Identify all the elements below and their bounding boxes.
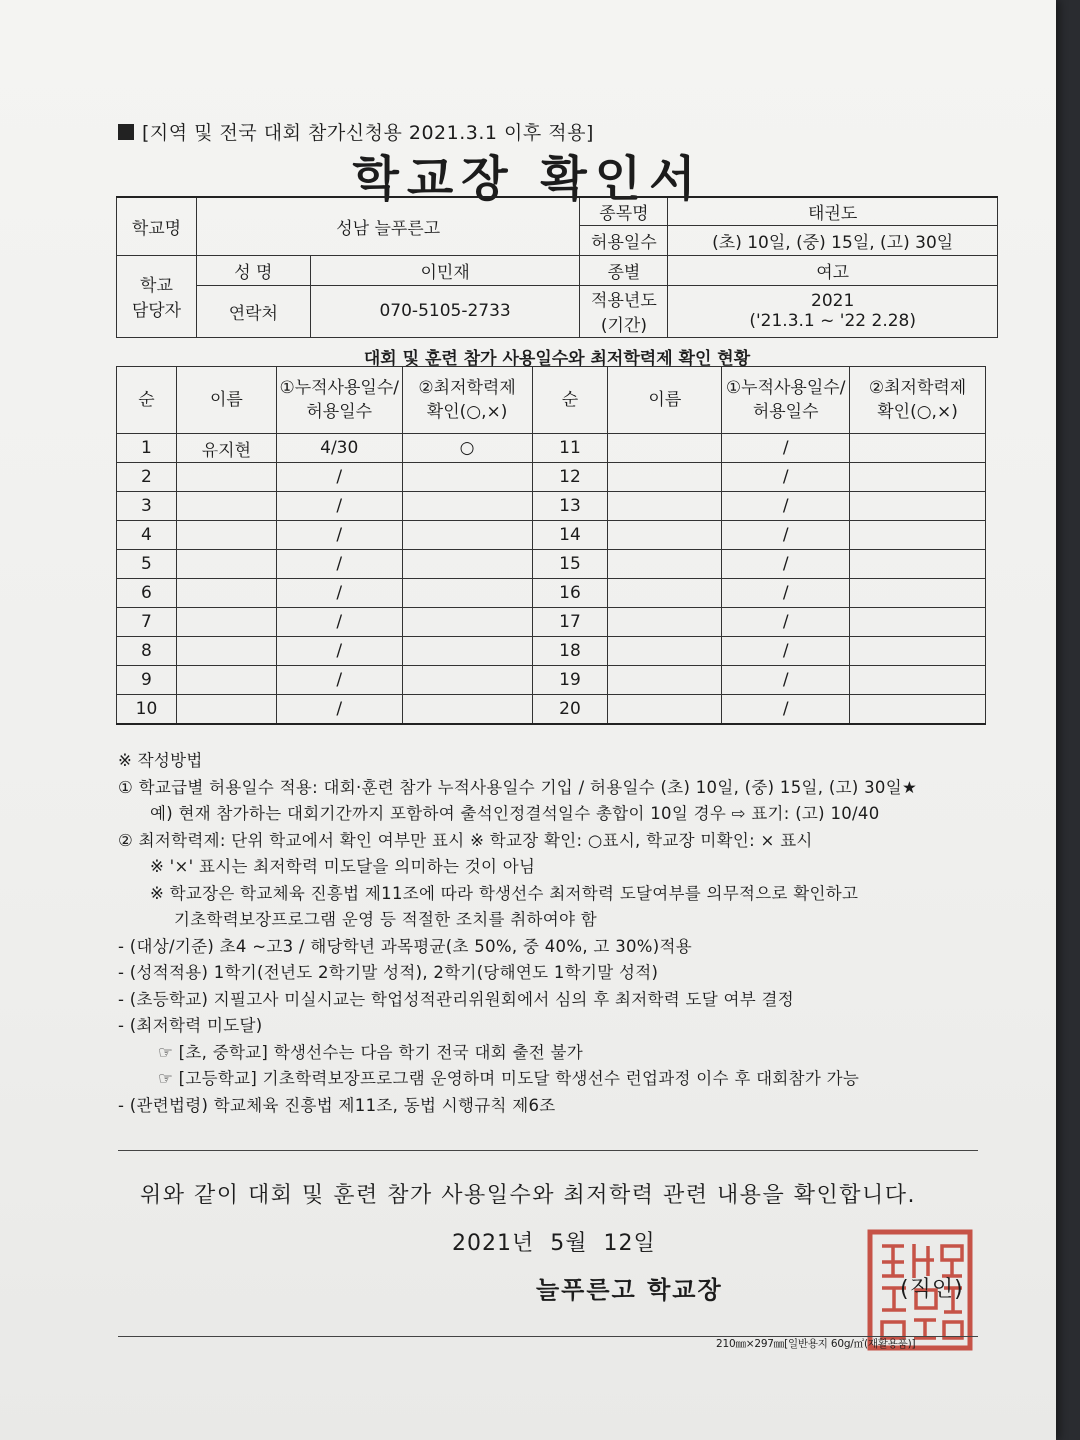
- square-bullet-icon: [118, 124, 134, 140]
- paper-spec: 210㎜×297㎜[일반용지 60g/㎡(재활용품)]: [716, 1338, 916, 1350]
- phone-value: 070-5105-2733: [310, 285, 580, 337]
- cell-days-right: /: [722, 492, 850, 521]
- cell-name-right: [608, 579, 722, 608]
- cell-name-right: [608, 463, 722, 492]
- cell-check: [402, 521, 532, 550]
- col-header-check-line1: ②최저학력제: [418, 378, 516, 398]
- contact-label-line2: 담당자: [131, 301, 182, 321]
- cell-check: [402, 492, 532, 521]
- header-note-text: [지역 및 전국 대회 참가신청용 2021.3.1 이후 적용]: [142, 122, 594, 144]
- gender-label: 종별: [580, 255, 668, 285]
- year-value-line1: 2021: [811, 291, 855, 311]
- cell-check-right: [850, 579, 986, 608]
- cell-check-right: [850, 666, 986, 695]
- cell-check: [402, 463, 532, 492]
- gender-value: 여고: [668, 255, 998, 285]
- cell-days: /: [276, 637, 402, 666]
- cell-name: [176, 666, 276, 695]
- cell-check: [402, 579, 532, 608]
- cell-check: ○: [402, 434, 532, 463]
- guide-line: - (대상/기준) 초4 ~고3 / 해당학년 과목평균(초 50%, 중 40%, 고 30%)적용: [118, 936, 692, 956]
- cell-no: 3: [117, 492, 177, 521]
- table-row: [117, 579, 986, 608]
- cell-name: [176, 492, 276, 521]
- guide-line: 기초학력보장프로그램 운영 등 적절한 조치를 취하여야 함: [174, 910, 598, 929]
- cell-name-right: [608, 521, 722, 550]
- cell-name-right: [608, 637, 722, 666]
- period-value: ('21.3.1 ~ '22 2.28): [749, 311, 916, 331]
- cell-days-right: /: [722, 463, 850, 492]
- cell-days-right: /: [722, 579, 850, 608]
- cell-name: [176, 608, 276, 637]
- table-row: [117, 521, 986, 550]
- col-header-days-right: [722, 367, 850, 434]
- participation-table: [116, 366, 986, 725]
- cell-name-right: [608, 550, 722, 579]
- cell-no-right: 14: [532, 521, 608, 550]
- table-row: [117, 695, 986, 725]
- cell-name: [176, 463, 276, 492]
- cell-check-right: [850, 608, 986, 637]
- cell-days: /: [276, 608, 402, 637]
- cell-days: /: [276, 695, 402, 725]
- cell-days-right: /: [722, 608, 850, 637]
- cell-no: 9: [117, 666, 177, 695]
- cell-name-right: [608, 666, 722, 695]
- cell-no-right: 19: [532, 666, 608, 695]
- table-row: [117, 608, 986, 637]
- school-value: 성남 늘푸른고: [196, 197, 580, 255]
- cell-check: [402, 608, 532, 637]
- year-label-line2: (기간): [600, 316, 647, 336]
- cell-name: [176, 579, 276, 608]
- col-header-check: [402, 367, 532, 434]
- table-section-title: 대회 및 훈련 참가 사용일수와 최저학력제 확인 현황: [363, 349, 751, 369]
- cell-days: /: [276, 463, 402, 492]
- cell-days-right: /: [722, 666, 850, 695]
- guide-line: ☞ [초, 중학교] 학생선수는 다음 학기 전국 대회 출전 불가: [158, 1042, 584, 1062]
- phone-label: 연락처: [196, 285, 310, 337]
- cell-check-right: [850, 695, 986, 725]
- cell-name: [176, 637, 276, 666]
- allowed-days-value: (초) 10일, (중) 15일, (고) 30일: [668, 225, 998, 255]
- col-header-check-line2: 확인(○,×): [426, 402, 508, 422]
- cell-no: 10: [117, 695, 177, 725]
- table-row: [117, 666, 986, 695]
- col-header-days: [276, 367, 402, 434]
- guide-line: 예) 현재 참가하는 대회기간까지 포함하여 출석인정결석일수 총합이 10일 경우 ⇨ 표기: (고) 10/40: [150, 804, 880, 823]
- cell-name: [176, 521, 276, 550]
- cell-name: [176, 695, 276, 725]
- col-header-name-right: 이름: [608, 367, 722, 434]
- cell-days: /: [276, 579, 402, 608]
- cell-no: 1: [117, 434, 177, 463]
- table-row: [117, 637, 986, 666]
- col-header-days-line1: ①누적사용일수/: [279, 378, 399, 398]
- guide-heading: ※ 작성방법: [118, 751, 203, 770]
- cell-days: /: [276, 666, 402, 695]
- table-body: [117, 434, 986, 725]
- col-header-no-right: 순: [532, 367, 608, 434]
- cell-name-right: [608, 695, 722, 725]
- guide-line: - (성적적용) 1학기(전년도 2학기말 성적), 2학기(당해연도 1학기말 성적): [118, 963, 659, 982]
- cell-check-right: [850, 463, 986, 492]
- col-header-no: 순: [117, 367, 177, 434]
- guide-line: ※ '×' 표시는 최저학력 미도달을 의미하는 것이 아님: [150, 857, 536, 876]
- allowed-days-label: 허용일수: [580, 225, 668, 255]
- cell-name: [176, 550, 276, 579]
- cell-no-right: 13: [532, 492, 608, 521]
- cell-days: 4/30: [276, 434, 402, 463]
- year-label-line1: 적용년도: [591, 291, 657, 311]
- year-label: [580, 285, 668, 337]
- cell-no-right: 16: [532, 579, 608, 608]
- school-label: 학교명: [117, 197, 197, 255]
- seal-label: (직인): [900, 1277, 964, 1302]
- principal-name: 늘푸른고 학교장: [536, 1276, 723, 1304]
- col-header-days-line2: 허용일수: [306, 402, 373, 422]
- cell-days: /: [276, 550, 402, 579]
- cell-check: [402, 550, 532, 579]
- cell-no: 4: [117, 521, 177, 550]
- guide-line: - (초등학교) 지필고사 미실시교는 학업성적관리위원회에서 심의 후 최저학력 도달 여부 결정: [118, 989, 795, 1009]
- cell-no: 8: [117, 637, 177, 666]
- guide-line: - (최저학력 미도달): [118, 1016, 263, 1035]
- contact-label-line1: 학교: [140, 276, 173, 296]
- cell-check: [402, 695, 532, 725]
- cell-name-right: [608, 608, 722, 637]
- writing-guide: [118, 748, 988, 1119]
- cell-no-right: 11: [532, 434, 608, 463]
- cell-check: [402, 666, 532, 695]
- contact-label: [117, 255, 197, 337]
- name-label: 성 명: [196, 255, 310, 285]
- table-row: [117, 492, 986, 521]
- col-header-check-right-line1: ②최저학력제: [868, 378, 967, 398]
- year-value: [668, 285, 998, 337]
- cell-no: 6: [117, 579, 177, 608]
- cell-days-right: /: [722, 550, 850, 579]
- cell-days: /: [276, 492, 402, 521]
- cell-no-right: 15: [532, 550, 608, 579]
- cell-no-right: 18: [532, 637, 608, 666]
- cell-days-right: /: [722, 434, 850, 463]
- cell-check-right: [850, 521, 986, 550]
- cell-days-right: /: [722, 521, 850, 550]
- cell-check: [402, 637, 532, 666]
- cell-check-right: [850, 434, 986, 463]
- table-row: [117, 550, 986, 579]
- sport-value: 태권도: [668, 197, 998, 225]
- cell-days-right: /: [722, 695, 850, 725]
- table-row: [117, 434, 986, 463]
- col-header-check-right-line2: 확인(○,×): [877, 402, 958, 422]
- cell-no: 2: [117, 463, 177, 492]
- sport-label: 종목명: [580, 197, 668, 225]
- guide-line: ② 최저학력제: 단위 학교에서 확인 여부만 표시 ※ 학교장 확인: ○표시, 학교장 미확인: × 표시: [118, 830, 813, 850]
- name-value: 이민재: [310, 255, 580, 285]
- confirmation-statement: 위와 같이 대회 및 훈련 참가 사용일수와 최저학력 관련 내용을 확인합니다.: [140, 1183, 916, 1208]
- divider-line: [118, 1150, 978, 1151]
- cell-name-right: [608, 434, 722, 463]
- cell-days: /: [276, 521, 402, 550]
- cell-no-right: 12: [532, 463, 608, 492]
- col-header-days-right-line1: ①누적사용일수/: [725, 378, 846, 398]
- cell-no-right: 17: [532, 608, 608, 637]
- cell-name-right: [608, 492, 722, 521]
- guide-line: ☞ [고등학교] 기초학력보장프로그램 운영하며 미도달 학생선수 런업과정 이수 후 대회참가 가능: [158, 1069, 860, 1088]
- guide-line: - (관련법령) 학교체육 진흥법 제11조, 동법 시행규칙 제6조: [118, 1095, 556, 1115]
- info-table: [116, 196, 998, 338]
- guide-line: ※ 학교장은 학교체육 진흥법 제11조에 따라 학생선수 최저학력 도달여부를 의무적으로 확인하고: [150, 883, 859, 903]
- col-header-days-right-line2: 허용일수: [752, 402, 819, 422]
- cell-no: 7: [117, 608, 177, 637]
- cell-days-right: /: [722, 637, 850, 666]
- guide-line: ① 학교급별 허용일수 적용: 대회·훈련 참가 누적사용일수 기입 / 허용일수 (초) 10일, (중) 15일, (고) 30일★: [118, 777, 918, 797]
- cell-check-right: [850, 492, 986, 521]
- col-header-check-right: [850, 367, 986, 434]
- cell-no-right: 20: [532, 695, 608, 725]
- col-header-name: 이름: [176, 367, 276, 434]
- table-row: [117, 463, 986, 492]
- cell-check-right: [850, 637, 986, 666]
- issue-date: 2021년 5월 12일: [452, 1231, 656, 1256]
- document-title: 학교장 확인서: [352, 151, 704, 207]
- cell-name: 유지현: [176, 434, 276, 463]
- cell-no: 5: [117, 550, 177, 579]
- cell-check-right: [850, 550, 986, 579]
